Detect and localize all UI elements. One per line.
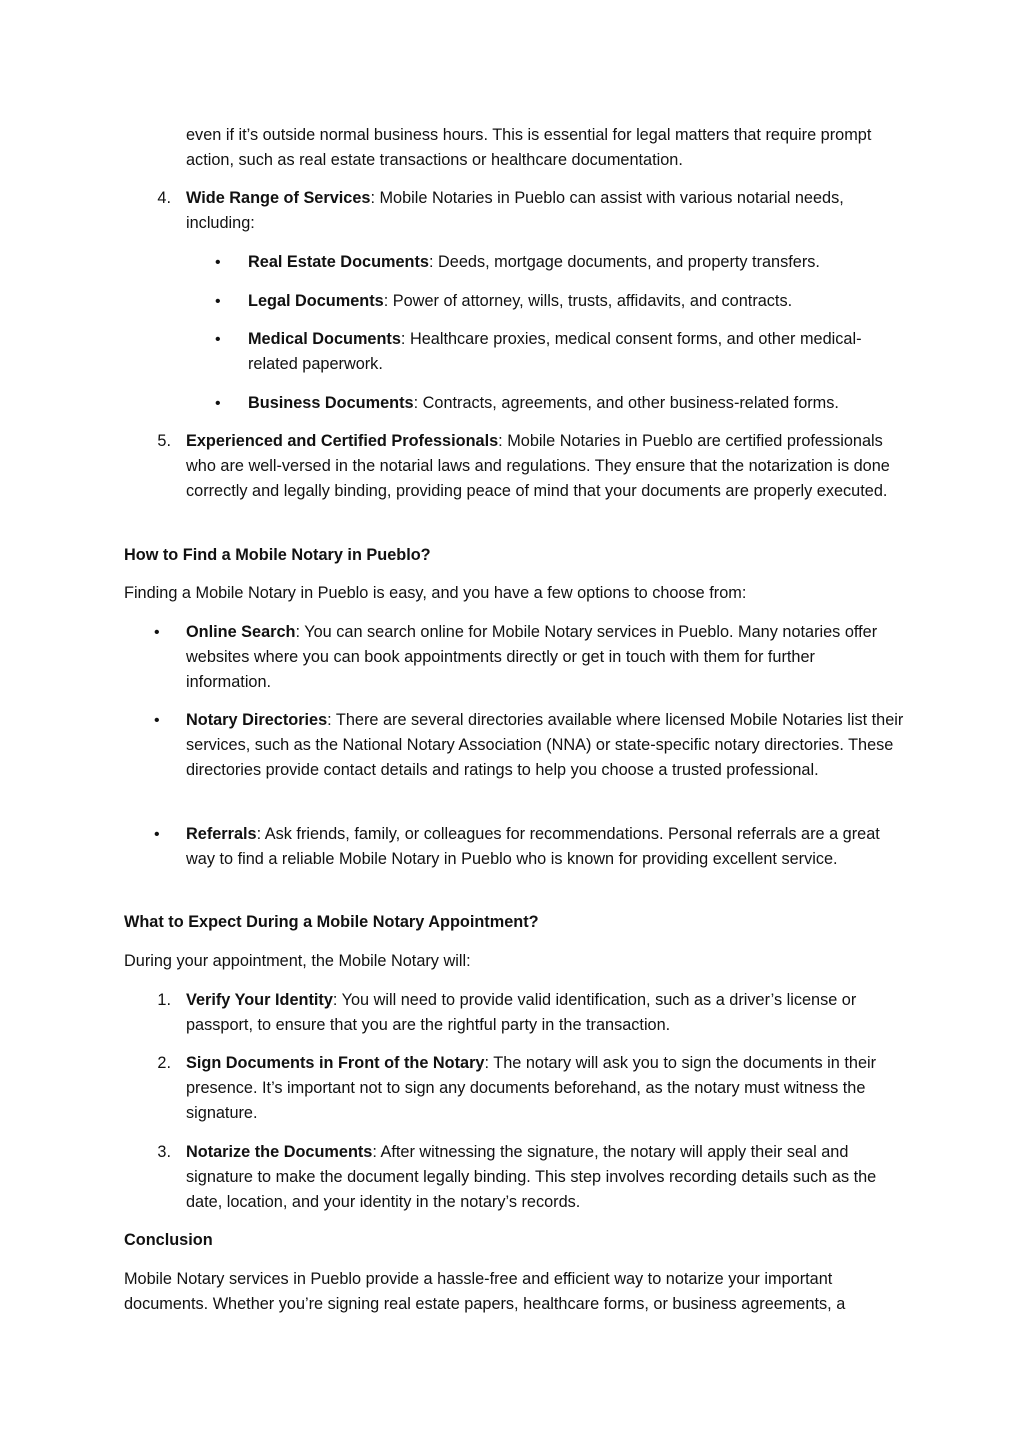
list-item-3-continued: even if it’s outside normal business hours. This is essential for legal matters that require prompt action, such as real estate transactions or healthcare documentation. (186, 126, 872, 169)
bullet-icon: • (215, 395, 221, 412)
list-item-online-search: Online Search: You can search online for Mobile Notary services in Pueblo. Many notaries offer websites where you can book appointments directly or get in touch with them for further information. (186, 623, 878, 691)
list-item-wide-range: Wide Range of Services: Mobile Notaries in Pueblo can assist with various notarial needs, including: (186, 189, 844, 232)
sub-list-item: Legal Documents: Power of attorney, wills, trusts, affidavits, and contracts. (248, 292, 793, 310)
bullet-icon: • (215, 293, 221, 310)
list-item-referrals: Referrals: Ask friends, family, or colleagues for recommendations. Personal referrals are a great way to find a reliable Mobile Notary in Pueblo who is known for providing excellent service. (186, 825, 880, 868)
bullet-icon: • (154, 624, 160, 641)
list-number: 1. (157, 991, 171, 1009)
list-number: 5. (157, 432, 171, 450)
list-item-notary-directories: Notary Directories: There are several directories available where licensed Mobile Notaries list their services, such as the National Notary Association (NNA) or state-specific notary directories. These directories provide contact details and ratings to help you choose a trusted professional. (186, 711, 904, 779)
sub-list-item: Business Documents: Contracts, agreements, and other business-related forms. (248, 394, 839, 412)
list-number: 2. (157, 1054, 171, 1072)
bullet-icon: • (154, 826, 160, 843)
expect-intro: During your appointment, the Mobile Notary will: (124, 952, 471, 970)
bullet-icon: • (154, 712, 160, 729)
list-item-notarize-documents: Notarize the Documents: After witnessing the signature, the notary will apply their seal and signature to make the document legally binding. This step involves recording details such as the date, location, and your identity in the notary’s records. (186, 1143, 877, 1211)
bullet-icon: • (215, 254, 221, 271)
conclusion-text: Mobile Notary services in Pueblo provide a hassle-free and efficient way to notarize your important documents. Whether you’re signing real estate papers, healthcare forms, or business agreements, a (124, 1270, 846, 1313)
sub-list-item: Medical Documents: Healthcare proxies, medical consent forms, and other medical-related paperwork. (248, 330, 862, 373)
list-item-sign-documents: Sign Documents in Front of the Notary: The notary will ask you to sign the documents in their presence. It’s important not to sign any documents beforehand, as the notary must witness the signature. (186, 1054, 877, 1122)
sub-list-item: Real Estate Documents: Deeds, mortgage documents, and property transfers. (248, 253, 820, 271)
section-heading-find: How to Find a Mobile Notary in Pueblo? (124, 546, 431, 564)
section-heading-expect: What to Expect During a Mobile Notary Appointment? (124, 913, 539, 931)
list-number: 4. (157, 189, 171, 207)
list-number: 3. (157, 1143, 171, 1161)
section-heading-conclusion: Conclusion (124, 1231, 213, 1249)
find-intro: Finding a Mobile Notary in Pueblo is easy, and you have a few options to choose from: (124, 584, 747, 602)
bullet-icon: • (215, 331, 221, 348)
list-item-verify-identity: Verify Your Identity: You will need to provide valid identification, such as a driver’s license or passport, to ensure that you are the rightful party in the transaction. (186, 991, 857, 1034)
list-item-experienced: Experienced and Certified Professionals: Mobile Notaries in Pueblo are certified professionals who are well-versed in the notarial laws and regulations. They ensure that the notarization is done correctly and legally binding, providing peace of mind that your documents are properly executed. (186, 432, 890, 500)
